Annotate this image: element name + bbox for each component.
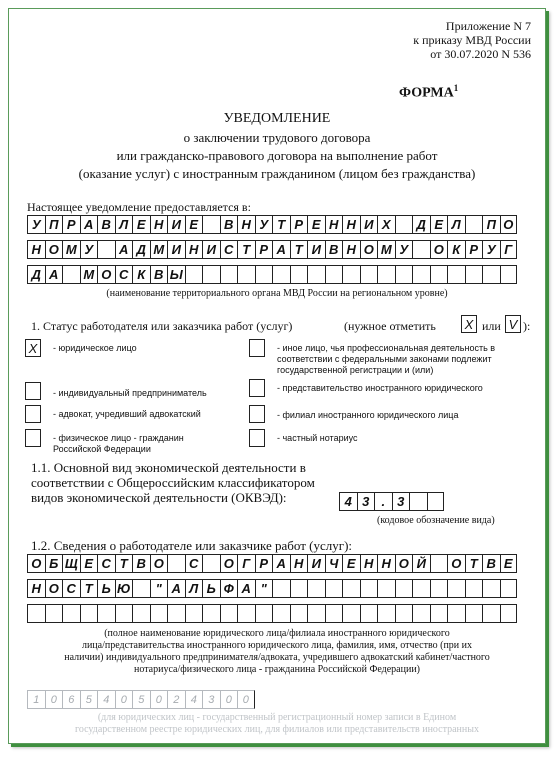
letter-cell[interactable] <box>395 604 413 623</box>
letter-cell[interactable]: Р <box>255 554 273 573</box>
letter-cell[interactable]: Т <box>272 215 290 234</box>
code-cell[interactable]: . <box>374 492 392 511</box>
status-checkbox-foreign-branch[interactable] <box>249 405 265 423</box>
letter-cell[interactable]: Н <box>150 215 168 234</box>
letter-cell[interactable]: Т <box>290 240 308 259</box>
letter-cell[interactable]: О <box>360 240 378 259</box>
letter-cell[interactable]: " <box>255 579 273 598</box>
letter-cell[interactable]: У <box>80 240 98 259</box>
letter-cell[interactable]: И <box>167 215 185 234</box>
letter-cell[interactable]: О <box>500 215 518 234</box>
letter-cell[interactable] <box>132 604 150 623</box>
letter-cell[interactable]: Н <box>377 554 395 573</box>
letter-cell[interactable] <box>325 265 343 284</box>
letter-cell[interactable]: 0 <box>220 690 238 709</box>
status-option-entrepreneur: - индивидуальный предприниматель <box>53 388 207 398</box>
letter-cell[interactable]: Г <box>500 240 518 259</box>
letter-cell[interactable] <box>307 604 325 623</box>
letter-cell[interactable]: У <box>27 215 45 234</box>
letter-cell[interactable]: 1 <box>27 690 45 709</box>
letter-cell[interactable] <box>202 265 220 284</box>
letter-cell[interactable]: Д <box>132 240 150 259</box>
letter-cell[interactable]: В <box>97 215 115 234</box>
letter-cell[interactable]: Ф <box>220 579 238 598</box>
letter-cell[interactable] <box>202 604 220 623</box>
letter-cell[interactable]: Т <box>237 240 255 259</box>
status-option-representative-office: - представительство иностранного юридического <box>277 383 483 393</box>
letter-cell[interactable] <box>167 604 185 623</box>
letter-cell[interactable]: И <box>307 554 325 573</box>
letter-cell[interactable]: Н <box>360 554 378 573</box>
letter-cell[interactable]: В <box>220 215 238 234</box>
status-hint-suffix: ): <box>523 319 531 333</box>
appendix-line-1: Приложение N 7 <box>445 19 531 33</box>
letter-cell[interactable]: Н <box>27 579 45 598</box>
letter-cell[interactable]: Т <box>465 554 483 573</box>
letter-cell[interactable]: О <box>97 265 115 284</box>
letter-cell[interactable] <box>167 554 185 573</box>
letter-cell[interactable] <box>377 579 395 598</box>
letter-cell[interactable] <box>500 579 518 598</box>
letter-cell[interactable] <box>202 215 220 234</box>
employer-caption-line-1: (полное наименование юридического лица/филиала иностранного юридического <box>104 628 450 639</box>
letter-cell[interactable]: С <box>115 265 133 284</box>
letter-cell[interactable] <box>395 215 413 234</box>
letter-cell[interactable]: А <box>167 579 185 598</box>
letter-cell[interactable]: У <box>255 215 273 234</box>
letter-cell[interactable]: Л <box>185 579 203 598</box>
letter-cell[interactable]: А <box>115 240 133 259</box>
letter-cell[interactable] <box>395 265 413 284</box>
letter-cell[interactable] <box>342 579 360 598</box>
letter-cell[interactable]: Р <box>290 215 308 234</box>
letter-cell[interactable] <box>465 215 483 234</box>
status-checkbox-notary[interactable] <box>249 429 265 447</box>
employer-caption <box>9 628 545 676</box>
status-option-individual: - физическое лицо - гражданин Российской Федерации <box>53 433 184 454</box>
okved-line-1: 1.1. Основной вид экономической деятельности в <box>31 460 306 475</box>
letter-cell[interactable]: А <box>237 579 255 598</box>
letter-cell[interactable] <box>412 265 430 284</box>
letter-cell[interactable] <box>237 265 255 284</box>
letter-cell[interactable] <box>377 265 395 284</box>
ogrn-number[interactable] <box>27 690 255 709</box>
letter-cell[interactable] <box>360 579 378 598</box>
letter-cell[interactable] <box>430 604 448 623</box>
form-label <box>399 83 458 102</box>
ogrn-note-line-2: государственном реестре юридических лиц, для филиалов или представительств иностранных <box>75 724 479 735</box>
recipient-row-2[interactable] <box>27 240 517 259</box>
letter-cell[interactable]: Е <box>80 554 98 573</box>
letter-cell[interactable]: У <box>482 240 500 259</box>
letter-cell[interactable] <box>465 579 483 598</box>
letter-cell[interactable]: Х <box>377 215 395 234</box>
status-option-lawyer: - адвокат, учредивший адвокатский <box>53 409 201 419</box>
letter-cell[interactable] <box>307 265 325 284</box>
letter-cell[interactable] <box>447 579 465 598</box>
employer-caption-line-3: наличии) индивидуального предпринимателя/адвоката, учредившего адвокатский кабинет/частного <box>64 652 490 663</box>
letter-cell[interactable] <box>500 604 518 623</box>
letter-cell[interactable]: М <box>80 265 98 284</box>
okved-caption: (кодовое обозначение вида) <box>377 515 495 526</box>
letter-cell[interactable] <box>412 604 430 623</box>
letter-cell[interactable] <box>45 604 63 623</box>
letter-cell[interactable]: А <box>80 215 98 234</box>
letter-cell[interactable]: О <box>220 554 238 573</box>
title-line-3: или гражданско-правового договора на выполнение работ <box>116 148 438 163</box>
letter-cell[interactable]: Е <box>430 215 448 234</box>
letter-cell[interactable]: В <box>132 554 150 573</box>
code-cell[interactable]: 3 <box>392 492 410 511</box>
letter-cell[interactable]: О <box>395 554 413 573</box>
letter-cell[interactable]: Т <box>80 579 98 598</box>
form-label-text: ФОРМА <box>399 85 454 101</box>
letter-cell[interactable]: Б <box>45 554 63 573</box>
letter-cell[interactable]: 5 <box>132 690 150 709</box>
hint-x-box: X <box>461 315 477 333</box>
letter-cell[interactable] <box>412 240 430 259</box>
title-line-4: (оказание услуг) с иностранным гражданином (лицом без гражданства) <box>78 166 476 181</box>
letter-cell[interactable]: А <box>45 265 63 284</box>
recipient-caption: (наименование территориального органа МВД России на региональном уровне) <box>106 288 448 299</box>
employer-caption-line-4: нотариуса/физического лица - гражданина Российской Федерации) <box>133 664 421 675</box>
letter-cell[interactable]: С <box>220 240 238 259</box>
letter-cell[interactable] <box>465 604 483 623</box>
code-cell[interactable] <box>409 492 427 511</box>
letter-cell[interactable]: Н <box>237 215 255 234</box>
letter-cell[interactable] <box>482 579 500 598</box>
letter-cell[interactable]: Н <box>342 240 360 259</box>
document-page <box>8 8 546 744</box>
letter-cell[interactable] <box>342 265 360 284</box>
letter-cell[interactable]: О <box>447 554 465 573</box>
letter-cell[interactable] <box>325 579 343 598</box>
letter-cell[interactable]: У <box>395 240 413 259</box>
letter-cell[interactable] <box>325 604 343 623</box>
letter-cell[interactable]: В <box>482 554 500 573</box>
letter-cell[interactable] <box>62 604 80 623</box>
letter-cell[interactable] <box>150 604 168 623</box>
letter-cell[interactable]: Р <box>465 240 483 259</box>
title-line-2: о заключении трудового договора <box>183 130 371 145</box>
letter-cell[interactable]: Щ <box>62 554 80 573</box>
letter-cell[interactable]: С <box>97 554 115 573</box>
letter-cell[interactable]: П <box>45 215 63 234</box>
recipient-row-3[interactable] <box>27 265 517 284</box>
okved-code[interactable] <box>339 492 444 511</box>
letter-cell[interactable]: О <box>45 240 63 259</box>
letter-cell[interactable] <box>220 604 238 623</box>
ogrn-note <box>9 712 545 736</box>
letter-cell[interactable]: 0 <box>45 690 63 709</box>
letter-cell[interactable] <box>97 604 115 623</box>
letter-cell[interactable]: Л <box>447 215 465 234</box>
letter-cell[interactable]: 5 <box>80 690 98 709</box>
letter-cell[interactable]: М <box>62 240 80 259</box>
okved-line-2: соответствии с Общероссийским классификатором <box>31 475 315 490</box>
letter-cell[interactable] <box>377 604 395 623</box>
letter-cell[interactable]: К <box>132 265 150 284</box>
letter-cell[interactable]: В <box>325 240 343 259</box>
employer-name-row-3[interactable] <box>27 604 517 623</box>
letter-cell[interactable] <box>132 579 150 598</box>
letter-cell[interactable]: Ю <box>115 579 133 598</box>
letter-cell[interactable]: 3 <box>202 690 220 709</box>
letter-cell[interactable]: П <box>482 215 500 234</box>
letter-cell[interactable] <box>342 604 360 623</box>
letter-cell[interactable]: Л <box>115 215 133 234</box>
letter-cell[interactable]: 4 <box>185 690 203 709</box>
letter-cell[interactable]: А <box>272 554 290 573</box>
status-heading: 1. Статус работодателя или заказчика работ (услуг) <box>31 319 293 333</box>
letter-cell[interactable] <box>290 579 308 598</box>
status-checkbox-legal-entity[interactable]: X <box>25 339 41 357</box>
employer-heading: 1.2. Сведения о работодателе или заказчике работ (услуг): <box>31 538 353 553</box>
letter-cell[interactable] <box>430 579 448 598</box>
status-option-legal-entity: - юридическое лицо <box>53 343 137 353</box>
letter-cell[interactable]: К <box>447 240 465 259</box>
okved-line-3: видов экономической деятельности (ОКВЭД): <box>31 490 287 505</box>
letter-cell[interactable]: 6 <box>62 690 80 709</box>
letter-cell[interactable] <box>447 604 465 623</box>
letter-cell[interactable]: В <box>150 265 168 284</box>
letter-cell[interactable]: Н <box>325 215 343 234</box>
letter-cell[interactable] <box>202 554 220 573</box>
letter-cell[interactable]: Р <box>255 240 273 259</box>
letter-cell[interactable] <box>62 265 80 284</box>
letter-cell[interactable]: 0 <box>237 690 255 709</box>
letter-cell[interactable] <box>237 604 255 623</box>
letter-cell[interactable]: " <box>150 579 168 598</box>
status-option-foreign-branch: - филиал иностранного юридического лица <box>277 410 459 420</box>
code-cell[interactable]: 4 <box>339 492 357 511</box>
letter-cell[interactable]: 0 <box>115 690 133 709</box>
okved-heading <box>31 460 315 505</box>
code-cell[interactable] <box>427 492 445 511</box>
letter-cell[interactable]: Е <box>500 554 518 573</box>
letter-cell[interactable]: Й <box>412 554 430 573</box>
letter-cell[interactable]: И <box>202 240 220 259</box>
letter-cell[interactable] <box>430 265 448 284</box>
employer-caption-line-2: лица/представительства иностранного юридического лица, фамилия, имя, отчество (при их <box>81 640 473 651</box>
title-block <box>9 111 545 181</box>
letter-cell[interactable] <box>97 240 115 259</box>
status-checkbox-representative-office[interactable] <box>249 379 265 397</box>
letter-cell[interactable]: Р <box>62 215 80 234</box>
letter-cell[interactable] <box>272 579 290 598</box>
letter-cell[interactable] <box>412 579 430 598</box>
letter-cell[interactable] <box>360 265 378 284</box>
letter-cell[interactable]: Ы <box>167 265 185 284</box>
letter-cell[interactable]: И <box>307 240 325 259</box>
letter-cell[interactable]: 2 <box>167 690 185 709</box>
code-cell[interactable]: 3 <box>357 492 375 511</box>
letter-cell[interactable] <box>80 604 98 623</box>
recipient-row-1[interactable] <box>27 215 517 234</box>
letter-cell[interactable]: 0 <box>150 690 168 709</box>
letter-cell[interactable] <box>185 604 203 623</box>
letter-cell[interactable]: И <box>360 215 378 234</box>
letter-cell[interactable]: Ь <box>97 579 115 598</box>
letter-cell[interactable]: О <box>45 579 63 598</box>
letter-cell[interactable]: О <box>430 240 448 259</box>
letter-cell[interactable] <box>500 265 518 284</box>
letter-cell[interactable] <box>290 265 308 284</box>
letter-cell[interactable] <box>272 604 290 623</box>
letter-cell[interactable]: М <box>377 240 395 259</box>
status-checkbox-individual[interactable] <box>25 429 41 447</box>
letter-cell[interactable]: 4 <box>97 690 115 709</box>
recipient-label: Настоящее уведомление предоставляется в: <box>27 200 251 214</box>
status-checkbox-entrepreneur[interactable] <box>25 382 41 400</box>
letter-cell[interactable] <box>307 579 325 598</box>
letter-cell[interactable] <box>360 604 378 623</box>
letter-cell[interactable]: Е <box>342 554 360 573</box>
title-main: УВЕДОМЛЕНИЕ <box>223 111 331 126</box>
letter-cell[interactable]: С <box>185 554 203 573</box>
letter-cell[interactable]: Д <box>27 265 45 284</box>
ogrn-note-line-1: (для юридических лиц - государственный регистрационный номер записи в Едином <box>97 712 457 723</box>
letter-cell[interactable] <box>395 579 413 598</box>
letter-cell[interactable] <box>482 604 500 623</box>
form-footnote-mark: 1 <box>453 83 459 93</box>
letter-cell[interactable]: Н <box>185 240 203 259</box>
status-hint-or: или <box>482 319 501 333</box>
appendix-block <box>331 19 531 61</box>
letter-cell[interactable]: А <box>272 240 290 259</box>
letter-cell[interactable]: С <box>62 579 80 598</box>
status-option-other-person: - иное лицо, чья профессиональная деятельность в соответствии с федеральными законами подлежит государственной регистрации и (или) <box>277 343 496 375</box>
letter-cell[interactable] <box>465 265 483 284</box>
letter-cell[interactable] <box>27 604 45 623</box>
letter-cell[interactable]: Г <box>237 554 255 573</box>
letter-cell[interactable]: И <box>167 240 185 259</box>
appendix-line-2: к приказу МВД России <box>413 33 531 47</box>
letter-cell[interactable]: М <box>150 240 168 259</box>
letter-cell[interactable]: Д <box>412 215 430 234</box>
letter-cell[interactable]: Ч <box>325 554 343 573</box>
letter-cell[interactable]: Т <box>115 554 133 573</box>
letter-cell[interactable] <box>255 265 273 284</box>
letter-cell[interactable]: О <box>150 554 168 573</box>
letter-cell[interactable] <box>447 265 465 284</box>
status-hint-prefix: (нужное отметить <box>344 319 436 333</box>
letter-cell[interactable] <box>290 604 308 623</box>
letter-cell[interactable]: Е <box>132 215 150 234</box>
letter-cell[interactable] <box>255 604 273 623</box>
letter-cell[interactable]: Н <box>342 215 360 234</box>
letter-cell[interactable]: Н <box>27 240 45 259</box>
status-checkbox-other-person[interactable] <box>249 339 265 357</box>
letter-cell[interactable] <box>220 265 238 284</box>
letter-cell[interactable]: Ь <box>202 579 220 598</box>
letter-cell[interactable] <box>430 554 448 573</box>
letter-cell[interactable] <box>185 265 203 284</box>
letter-cell[interactable] <box>482 265 500 284</box>
letter-cell[interactable] <box>272 265 290 284</box>
letter-cell[interactable]: О <box>27 554 45 573</box>
letter-cell[interactable]: Н <box>290 554 308 573</box>
employer-name-row-1[interactable] <box>27 554 517 573</box>
hint-v-box: V <box>505 315 521 333</box>
status-checkbox-lawyer[interactable] <box>25 405 41 423</box>
letter-cell[interactable]: Е <box>307 215 325 234</box>
letter-cell[interactable] <box>115 604 133 623</box>
letter-cell[interactable]: Е <box>185 215 203 234</box>
status-option-notary: - частный нотариус <box>277 433 358 443</box>
appendix-line-3: от 30.07.2020 N 536 <box>430 47 531 61</box>
employer-name-row-2[interactable] <box>27 579 517 598</box>
